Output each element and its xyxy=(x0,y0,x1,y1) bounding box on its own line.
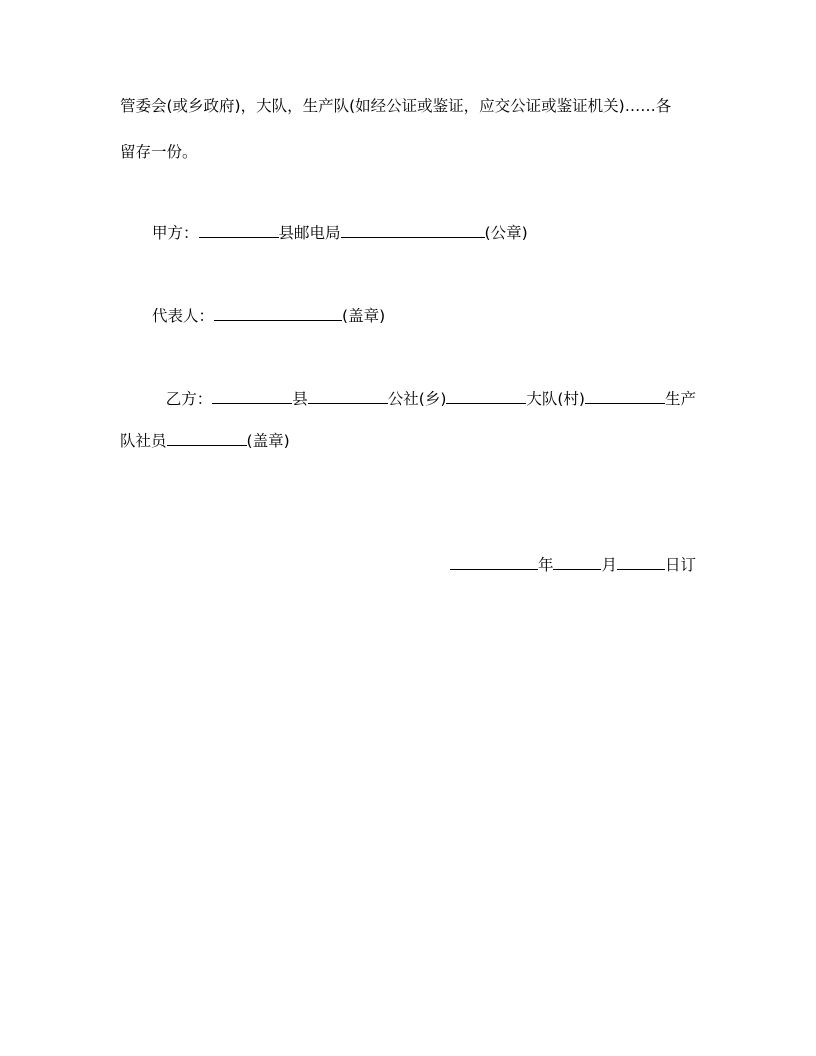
date-day-blank[interactable] xyxy=(617,553,665,570)
date-day: 日订 xyxy=(664,556,696,574)
party-b-brigade-blank[interactable] xyxy=(446,387,526,404)
party-b-line-2 xyxy=(120,429,696,451)
paragraph-line-1 xyxy=(120,96,696,116)
party-a-line xyxy=(152,221,696,243)
paragraph-text-1: 管委会(或乡政府)，大队，生产队(如经公证或鉴证，应交公证或鉴证机关)……各 xyxy=(120,97,672,115)
representative-suffix: (盖章) xyxy=(342,307,386,325)
party-b-suffix: (盖章) xyxy=(246,432,290,450)
party-b-brigade: 大队(村) xyxy=(526,390,585,408)
date-line xyxy=(450,553,696,575)
party-b-production-blank[interactable] xyxy=(585,387,665,404)
representative-label: 代表人： xyxy=(152,307,215,325)
party-b-commune: 公社(乡) xyxy=(387,390,447,408)
date-month-blank[interactable] xyxy=(553,553,601,570)
party-a-blank-2[interactable] xyxy=(341,221,485,238)
party-b-fields xyxy=(166,387,696,409)
party-b-member-label: 队社员 xyxy=(120,432,167,450)
party-a-label: 甲方： xyxy=(152,224,199,242)
date-month: 月 xyxy=(601,556,617,574)
date-year-blank[interactable] xyxy=(450,553,538,570)
representative-blank[interactable] xyxy=(214,304,342,321)
party-b-row xyxy=(120,387,696,409)
party-b-label: 乙方： xyxy=(165,390,213,408)
party-b-commune-blank[interactable] xyxy=(308,387,388,404)
party-b-county-blank[interactable] xyxy=(212,387,292,404)
party-a-blank-1[interactable] xyxy=(199,221,279,238)
paragraph-line-2 xyxy=(120,142,696,162)
party-b-county: 县 xyxy=(292,390,308,408)
party-b-production: 生产 xyxy=(664,390,696,408)
paragraph-text-2: 留存一份。 xyxy=(120,143,198,161)
party-b-member-blank[interactable] xyxy=(167,429,247,446)
representative-line xyxy=(152,304,696,326)
date-year: 年 xyxy=(537,556,554,574)
party-b-line-1 xyxy=(120,387,696,409)
party-a-suffix: (公章) xyxy=(484,224,528,242)
party-b-indent-spacer xyxy=(120,387,152,409)
party-a-middle: 县邮电局 xyxy=(278,224,341,242)
